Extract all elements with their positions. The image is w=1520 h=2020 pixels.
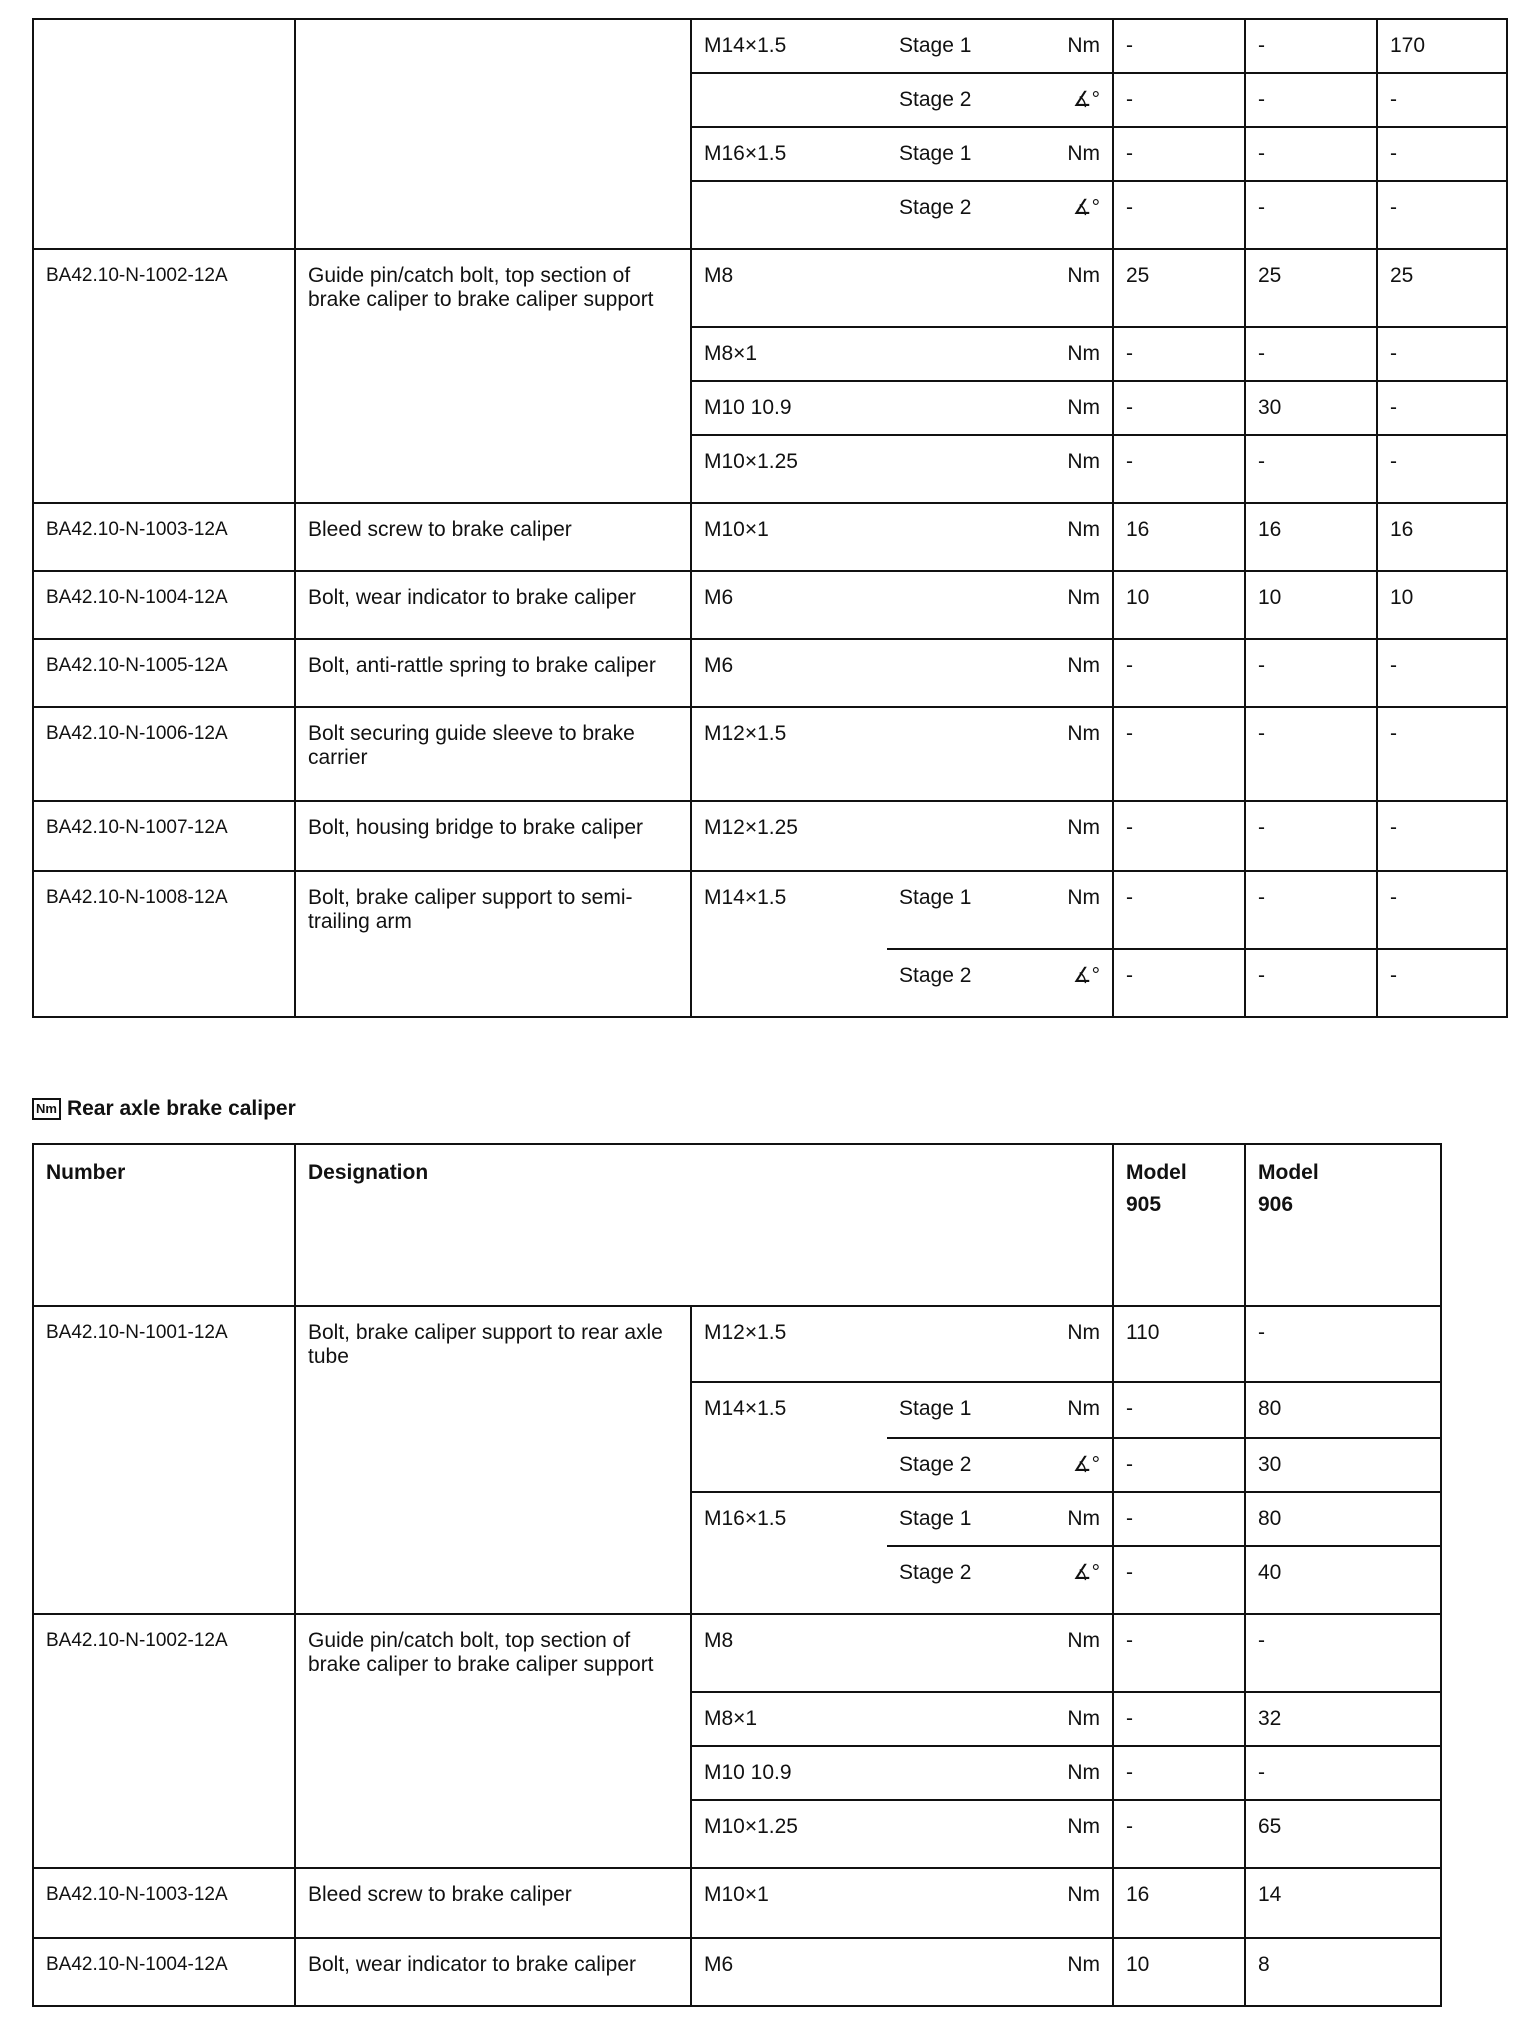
value-cell: -	[1390, 88, 1397, 111]
torque-table-rear	[32, 1143, 1442, 2007]
thread-size: M16×1.5	[704, 142, 787, 165]
table-row	[33, 503, 1507, 571]
value-cell: -	[1126, 1629, 1133, 1652]
thread-size: M8	[704, 1629, 734, 1652]
stage-label: Stage 2	[899, 1561, 972, 1584]
value-cell: -	[1126, 1453, 1133, 1476]
designation: Bolt securing guide sleeve to brake carrier	[308, 722, 635, 769]
angle-icon: ∡°	[1072, 1453, 1100, 1476]
unit-label: Nm	[1067, 1397, 1100, 1420]
stage-label: Stage 1	[899, 1397, 972, 1420]
stage-label: Stage 1	[899, 1507, 972, 1530]
unit-label: Nm	[1067, 1953, 1100, 1976]
table-row	[33, 19, 1507, 73]
part-number: BA42.10-N-1003-12A	[46, 1884, 228, 1905]
table-row	[33, 871, 1507, 949]
thread-size: M12×1.5	[704, 722, 787, 745]
unit-label: Nm	[1067, 1507, 1100, 1530]
unit-label: Nm	[1067, 1707, 1100, 1730]
table-row	[33, 1868, 1441, 1938]
value-cell: 16	[1126, 518, 1150, 541]
part-number: BA42.10-N-1006-12A	[46, 723, 228, 744]
value-cell: -	[1126, 1561, 1133, 1584]
value-cell: -	[1126, 34, 1133, 57]
value-cell: -	[1126, 142, 1133, 165]
unit-label: Nm	[1067, 1761, 1100, 1784]
value-cell: 10	[1390, 586, 1414, 609]
thread-size: M6	[704, 654, 734, 677]
thread-size: M6	[704, 586, 734, 609]
value-cell: -	[1258, 816, 1265, 839]
value-cell: -	[1390, 722, 1397, 745]
unit-label: Nm	[1067, 142, 1100, 165]
stage-label: Stage 1	[899, 34, 972, 57]
part-number: BA42.10-N-1007-12A	[46, 817, 228, 838]
part-number: BA42.10-N-1005-12A	[46, 655, 228, 676]
value-cell: -	[1258, 1629, 1265, 1652]
thread-size: M12×1.25	[704, 816, 798, 839]
angle-icon: ∡°	[1072, 1561, 1100, 1584]
thread-size: M10×1.25	[704, 450, 798, 473]
part-number: BA42.10-N-1003-12A	[46, 519, 228, 540]
value-cell: -	[1126, 196, 1133, 219]
designation: Bolt, brake caliper support to semi-trailing arm	[308, 886, 633, 933]
value-cell: -	[1126, 88, 1133, 111]
value-cell: -	[1126, 396, 1133, 419]
designation: Bleed screw to brake caliper	[308, 1883, 572, 1906]
value-cell: -	[1390, 450, 1397, 473]
part-number: BA42.10-N-1004-12A	[46, 587, 228, 608]
value-cell: 30	[1258, 1453, 1282, 1476]
value-cell: -	[1258, 34, 1265, 57]
thread-size: M6	[704, 1953, 734, 1976]
value-cell: -	[1390, 654, 1397, 677]
value-cell: -	[1258, 722, 1265, 745]
designation: Bolt, brake caliper support to rear axle tube	[308, 1321, 663, 1368]
value-cell: -	[1258, 196, 1265, 219]
section-title-text: Rear axle brake caliper	[66, 1097, 296, 1120]
designation: Bleed screw to brake caliper	[308, 518, 572, 541]
value-cell: -	[1126, 450, 1133, 473]
angle-icon: ∡°	[1072, 196, 1100, 219]
value-cell: 25	[1126, 264, 1150, 287]
section-title	[32, 1097, 296, 1121]
thread-size: M14×1.5	[704, 34, 787, 57]
thread-size: M8	[704, 264, 734, 287]
thread-size: M10 10.9	[704, 1761, 792, 1784]
value-cell: 10	[1126, 586, 1150, 609]
part-number: BA42.10-N-1002-12A	[46, 1630, 228, 1651]
thread-size: M10×1	[704, 518, 769, 541]
value-cell: 80	[1258, 1397, 1282, 1420]
unit-label: Nm	[1067, 264, 1100, 287]
unit-label: Nm	[1067, 518, 1100, 541]
header-number: Number	[46, 1161, 126, 1184]
value-cell: 25	[1390, 264, 1414, 287]
designation: Bolt, wear indicator to brake caliper	[308, 1953, 636, 1976]
value-cell: 10	[1258, 586, 1282, 609]
value-cell: -	[1258, 88, 1265, 111]
unit-label: Nm	[1067, 1883, 1100, 1906]
value-cell: -	[1126, 816, 1133, 839]
unit-label: Nm	[1067, 586, 1100, 609]
unit-label: Nm	[1067, 722, 1100, 745]
thread-size: M10 10.9	[704, 396, 792, 419]
thread-size: M14×1.5	[704, 886, 787, 909]
part-number: BA42.10-N-1008-12A	[46, 887, 228, 908]
value-cell: -	[1258, 342, 1265, 365]
value-cell: 32	[1258, 1707, 1282, 1730]
designation: Guide pin/catch bolt, top section of brake caliper to brake caliper support	[308, 264, 654, 311]
stage-label: Stage 1	[899, 142, 972, 165]
unit-label: Nm	[1067, 1815, 1100, 1838]
unit-label: Nm	[1067, 654, 1100, 677]
thread-size: M12×1.5	[704, 1321, 787, 1344]
angle-icon: ∡°	[1072, 964, 1100, 987]
torque-nm-icon: Nm	[32, 1098, 61, 1120]
unit-label: Nm	[1067, 816, 1100, 839]
unit-label: Nm	[1067, 396, 1100, 419]
value-cell: -	[1126, 654, 1133, 677]
designation-cell	[295, 19, 691, 249]
header-model-905: Model 905	[1126, 1161, 1187, 1216]
stage-label: Stage 2	[899, 1453, 972, 1476]
stage-label: Stage 2	[899, 88, 972, 111]
table-row	[33, 801, 1507, 871]
value-cell: -	[1126, 1397, 1133, 1420]
value-cell: 16	[1258, 518, 1282, 541]
thread-size: M8×1	[704, 1707, 758, 1730]
value-cell: -	[1390, 964, 1397, 987]
value-cell: -	[1258, 1321, 1265, 1344]
unit-label: Nm	[1067, 1629, 1100, 1652]
value-cell: -	[1390, 816, 1397, 839]
table-row	[33, 639, 1507, 707]
part-number: BA42.10-N-1001-12A	[46, 1322, 228, 1343]
value-cell: 10	[1126, 1953, 1150, 1976]
part-number: BA42.10-N-1004-12A	[46, 1954, 228, 1975]
value-cell: -	[1390, 396, 1397, 419]
value-cell: -	[1126, 886, 1133, 909]
thread-size: M8×1	[704, 342, 758, 365]
value-cell: -	[1258, 450, 1265, 473]
designation: Bolt, wear indicator to brake caliper	[308, 586, 636, 609]
value-cell: 40	[1258, 1561, 1282, 1584]
header-designation: Designation	[308, 1161, 429, 1184]
table-row	[33, 571, 1507, 639]
value-cell: -	[1258, 964, 1265, 987]
value-cell: 30	[1258, 396, 1282, 419]
thread-size: M10×1.25	[704, 1815, 798, 1838]
table-header-row	[33, 1144, 1441, 1306]
value-cell: -	[1258, 142, 1265, 165]
value-cell: -	[1390, 342, 1397, 365]
torque-table-front	[32, 18, 1508, 1018]
unit-label: Nm	[1067, 886, 1100, 909]
designation: Bolt, anti-rattle spring to brake caliper	[308, 654, 656, 677]
designation: Guide pin/catch bolt, top section of brake caliper to brake caliper support	[308, 1629, 654, 1676]
value-cell: 14	[1258, 1883, 1282, 1906]
table-row	[33, 1938, 1441, 2006]
value-cell: -	[1258, 886, 1265, 909]
value-cell: 16	[1126, 1883, 1150, 1906]
value-cell: -	[1258, 654, 1265, 677]
unit-label: Nm	[1067, 34, 1100, 57]
stage-label: Stage 2	[899, 196, 972, 219]
table-row	[33, 249, 1507, 327]
value-cell: 110	[1126, 1321, 1160, 1344]
stage-label: Stage 2	[899, 964, 972, 987]
angle-icon: ∡°	[1072, 88, 1100, 111]
thread-size: M16×1.5	[704, 1507, 787, 1530]
value-cell: -	[1126, 1761, 1133, 1784]
value-cell: -	[1390, 196, 1397, 219]
value-cell: 16	[1390, 518, 1414, 541]
value-cell: -	[1390, 886, 1397, 909]
value-cell: 65	[1258, 1815, 1282, 1838]
table-row	[33, 707, 1507, 801]
table-row	[33, 1306, 1441, 1382]
part-number: BA42.10-N-1002-12A	[46, 265, 228, 286]
value-cell: 170	[1390, 34, 1426, 57]
stage-label: Stage 1	[899, 886, 972, 909]
value-cell: 25	[1258, 264, 1282, 287]
value-cell: -	[1126, 964, 1133, 987]
unit-label: Nm	[1067, 1321, 1100, 1344]
value-cell: -	[1126, 1815, 1133, 1838]
value-cell: -	[1258, 1761, 1265, 1784]
number-cell	[33, 19, 295, 249]
value-cell: -	[1126, 722, 1133, 745]
unit-label: Nm	[1067, 450, 1100, 473]
value-cell: -	[1126, 1707, 1133, 1730]
value-cell: -	[1126, 342, 1133, 365]
table-row	[33, 1614, 1441, 1692]
value-cell: -	[1126, 1507, 1133, 1530]
header-model-906: Model 906	[1258, 1161, 1319, 1216]
thread-size: M10×1	[704, 1883, 769, 1906]
value-cell: -	[1390, 142, 1397, 165]
unit-label: Nm	[1067, 342, 1100, 365]
thread-size: M14×1.5	[704, 1397, 787, 1420]
designation: Bolt, housing bridge to brake caliper	[308, 816, 644, 839]
value-cell: 80	[1258, 1507, 1282, 1530]
value-cell: 8	[1258, 1953, 1270, 1976]
